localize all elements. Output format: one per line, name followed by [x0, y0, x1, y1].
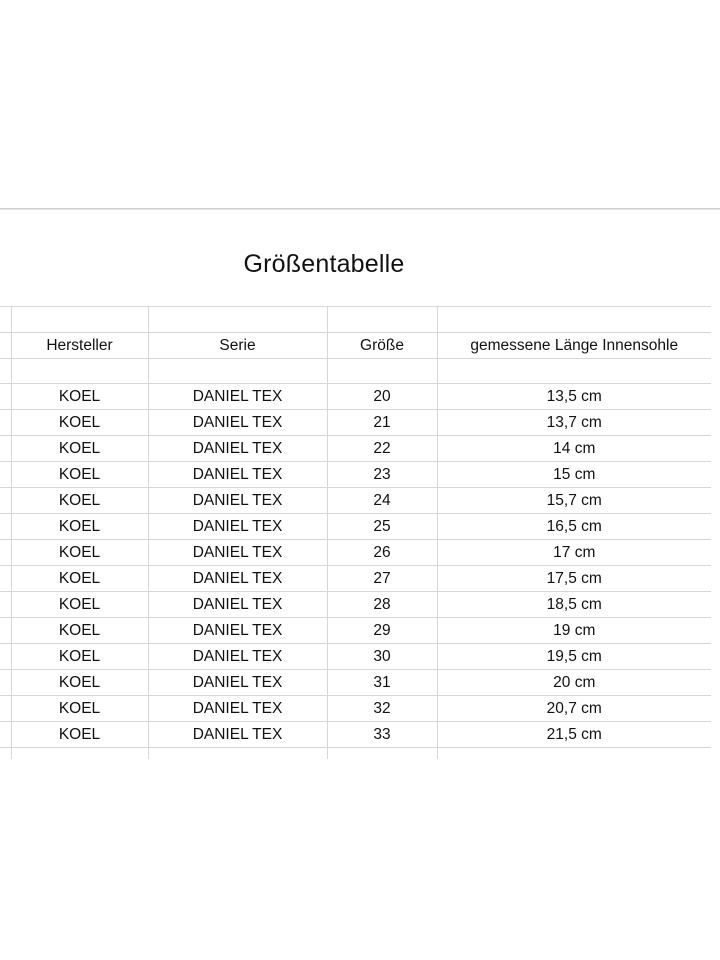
table-row	[0, 436, 711, 462]
cell-manufacturer: KOEL	[11, 384, 148, 410]
cell-insole-length: 13,7 cm	[437, 410, 711, 436]
table-row	[0, 384, 711, 410]
grid-cell	[0, 462, 11, 488]
grid-cell	[0, 333, 11, 359]
cell-series: DANIEL TEX	[148, 722, 327, 748]
grid-cell	[0, 488, 11, 514]
table-row	[0, 540, 711, 566]
cell-series: DANIEL TEX	[148, 540, 327, 566]
cell-size: 31	[327, 670, 437, 696]
cell-series: DANIEL TEX	[148, 436, 327, 462]
table-row	[0, 566, 711, 592]
cell-series: DANIEL TEX	[148, 592, 327, 618]
cell-size: 28	[327, 592, 437, 618]
cell-series: DANIEL TEX	[148, 514, 327, 540]
cell-manufacturer: KOEL	[11, 722, 148, 748]
grid-cell	[11, 359, 148, 384]
header-manufacturer: Hersteller	[11, 333, 148, 359]
cell-insole-length: 15,7 cm	[437, 488, 711, 514]
cell-manufacturer: KOEL	[11, 644, 148, 670]
grid-cell	[0, 410, 11, 436]
cell-size: 29	[327, 618, 437, 644]
cell-manufacturer: KOEL	[11, 566, 148, 592]
cell-insole-length: 20,7 cm	[437, 696, 711, 722]
table-row	[0, 410, 711, 436]
cell-manufacturer: KOEL	[11, 514, 148, 540]
cell-size: 27	[327, 566, 437, 592]
table-spacer-row	[0, 359, 711, 384]
header-size: Größe	[327, 333, 437, 359]
grid-cell	[437, 359, 711, 384]
table-header-row	[0, 333, 711, 359]
cell-size: 20	[327, 384, 437, 410]
grid-cell	[327, 359, 437, 384]
grid-cell	[0, 307, 11, 333]
cell-size: 25	[327, 514, 437, 540]
cell-insole-length: 17,5 cm	[437, 566, 711, 592]
header-series: Serie	[148, 333, 327, 359]
cell-insole-length: 17 cm	[437, 540, 711, 566]
grid-cell	[0, 618, 11, 644]
grid-cell	[11, 307, 148, 333]
cell-series: DANIEL TEX	[148, 670, 327, 696]
cell-insole-length: 16,5 cm	[437, 514, 711, 540]
cell-insole-length: 21,5 cm	[437, 722, 711, 748]
cell-insole-length: 18,5 cm	[437, 592, 711, 618]
cell-size: 22	[327, 436, 437, 462]
table-row	[0, 670, 711, 696]
grid-cell	[0, 359, 11, 384]
grid-cell	[0, 748, 11, 760]
cell-size: 32	[327, 696, 437, 722]
cell-manufacturer: KOEL	[11, 410, 148, 436]
grid-cell	[148, 748, 327, 760]
cell-manufacturer: KOEL	[11, 462, 148, 488]
sheet-top-border	[0, 208, 720, 209]
grid-cell	[148, 359, 327, 384]
table-row	[0, 462, 711, 488]
grid-cell	[437, 748, 711, 760]
grid-cell	[148, 307, 327, 333]
table-row	[0, 644, 711, 670]
cell-size: 23	[327, 462, 437, 488]
grid-cell	[0, 644, 11, 670]
grid-cell	[327, 307, 437, 333]
cell-insole-length: 15 cm	[437, 462, 711, 488]
grid-cell	[327, 748, 437, 760]
grid-cell	[0, 514, 11, 540]
cell-manufacturer: KOEL	[11, 488, 148, 514]
cell-size: 21	[327, 410, 437, 436]
cell-manufacturer: KOEL	[11, 670, 148, 696]
cell-insole-length: 14 cm	[437, 436, 711, 462]
cell-size: 24	[327, 488, 437, 514]
cell-size: 30	[327, 644, 437, 670]
grid-cell	[0, 670, 11, 696]
grid-cell	[0, 384, 11, 410]
table-row	[0, 618, 711, 644]
cell-series: DANIEL TEX	[148, 566, 327, 592]
grid-cell	[0, 696, 11, 722]
cell-insole-length: 13,5 cm	[437, 384, 711, 410]
cell-insole-length: 20 cm	[437, 670, 711, 696]
table-blank-row	[0, 307, 711, 333]
table-row	[0, 722, 711, 748]
cell-manufacturer: KOEL	[11, 592, 148, 618]
cell-series: DANIEL TEX	[148, 644, 327, 670]
cell-series: DANIEL TEX	[148, 488, 327, 514]
cell-manufacturer: KOEL	[11, 540, 148, 566]
grid-cell	[0, 436, 11, 462]
cell-series: DANIEL TEX	[148, 384, 327, 410]
table-tail-row	[0, 748, 711, 760]
cell-series: DANIEL TEX	[148, 462, 327, 488]
page-title: Größentabelle	[243, 250, 405, 278]
table-row	[0, 488, 711, 514]
table-row	[0, 696, 711, 722]
grid-cell	[0, 566, 11, 592]
cell-manufacturer: KOEL	[11, 436, 148, 462]
header-insole-length: gemessene Länge Innensohle	[437, 333, 711, 359]
table-row	[0, 514, 711, 540]
cell-series: DANIEL TEX	[148, 618, 327, 644]
cell-series: DANIEL TEX	[148, 696, 327, 722]
grid-cell	[0, 592, 11, 618]
cell-insole-length: 19,5 cm	[437, 644, 711, 670]
cell-size: 26	[327, 540, 437, 566]
cell-manufacturer: KOEL	[11, 618, 148, 644]
cell-series: DANIEL TEX	[148, 410, 327, 436]
grid-cell	[11, 748, 148, 760]
size-table	[0, 306, 711, 759]
grid-cell	[0, 722, 11, 748]
cell-manufacturer: KOEL	[11, 696, 148, 722]
table-row	[0, 592, 711, 618]
cell-size: 33	[327, 722, 437, 748]
grid-cell	[0, 540, 11, 566]
cell-insole-length: 19 cm	[437, 618, 711, 644]
grid-cell	[437, 307, 711, 333]
